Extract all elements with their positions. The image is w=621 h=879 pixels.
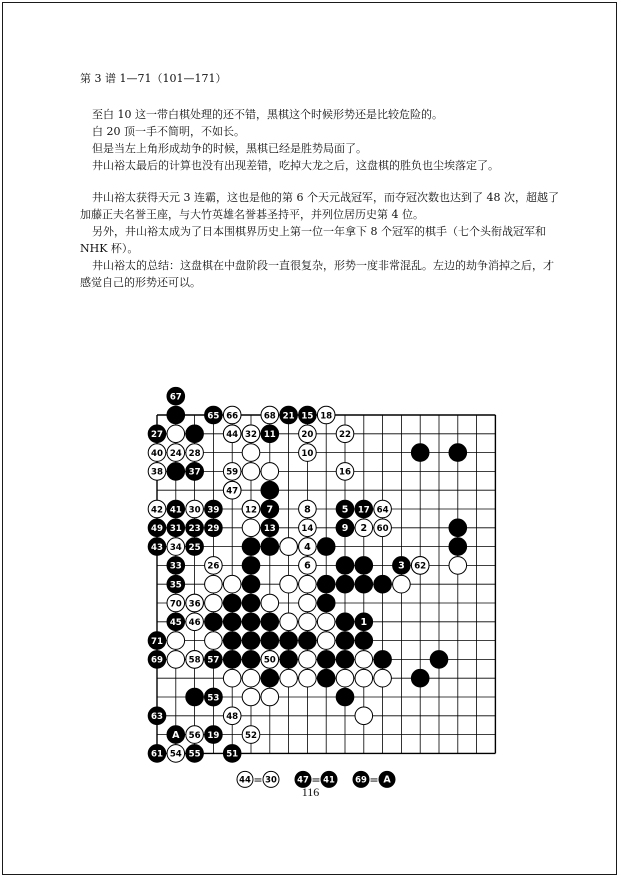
move-number: 17 bbox=[357, 505, 370, 516]
white-stone bbox=[261, 651, 279, 669]
white-stone bbox=[186, 500, 204, 518]
move-number: 46 bbox=[188, 618, 201, 629]
move-number: 7 bbox=[266, 504, 274, 516]
go-board-figure bbox=[120, 380, 520, 800]
move-number: 48 bbox=[226, 712, 239, 723]
white-stone bbox=[223, 406, 241, 424]
black-stone bbox=[148, 745, 166, 763]
equals-sign: = bbox=[253, 773, 263, 787]
comment-line: 但是当左上角形成劫争的时候，黑棋已经是胜势局面了。 bbox=[92, 142, 367, 155]
move-number: 58 bbox=[188, 655, 201, 666]
white-stone bbox=[205, 557, 223, 575]
black-stone bbox=[411, 669, 429, 687]
black-stone bbox=[167, 613, 185, 631]
black-stone bbox=[355, 575, 373, 593]
summary-paragraph: 另外，井山裕太成为了日本围棋界历史上第一位一年拿下 8 个冠军的棋手（七个头衔战冠军和 NHK 杯）。 bbox=[80, 225, 546, 255]
black-stone bbox=[280, 406, 298, 424]
black-stone bbox=[205, 651, 223, 669]
white-stone bbox=[317, 406, 335, 424]
black-stone bbox=[261, 632, 279, 650]
move-number: 32 bbox=[245, 430, 257, 441]
white-stone bbox=[242, 425, 260, 443]
move-number: 21 bbox=[282, 411, 295, 422]
move-number: 36 bbox=[188, 599, 201, 610]
black-stone bbox=[148, 707, 166, 725]
white-stone bbox=[299, 538, 317, 556]
black-stone bbox=[223, 745, 241, 763]
white-stone bbox=[299, 519, 317, 537]
black-stone bbox=[186, 538, 204, 556]
black-stone bbox=[299, 632, 317, 650]
black-stone bbox=[148, 632, 166, 650]
white-stone bbox=[374, 669, 392, 687]
move-number: 12 bbox=[245, 505, 257, 516]
move-number: 10 bbox=[301, 448, 314, 459]
summary-paragraph: 井山裕太的总结：这盘棋在中盘阶段一直很复杂，形势一度非常混乱。左边的劫争消掉之后，才感觉自己的形势还可以。 bbox=[80, 259, 554, 289]
black-stone bbox=[317, 538, 335, 556]
black-stone bbox=[449, 444, 467, 462]
page-number: 116 bbox=[301, 785, 320, 799]
black-stone bbox=[336, 500, 354, 518]
white-stone bbox=[242, 669, 260, 687]
black-stone bbox=[205, 726, 223, 744]
move-number: 54 bbox=[169, 749, 182, 760]
white-stone bbox=[242, 444, 260, 462]
move-number: 59 bbox=[226, 467, 239, 478]
white-stone bbox=[186, 444, 204, 462]
white-stone bbox=[148, 500, 166, 518]
white-stone bbox=[299, 613, 317, 631]
move-number: 1 bbox=[360, 617, 368, 629]
black-stone bbox=[242, 538, 260, 556]
white-stone bbox=[336, 669, 354, 687]
black-stone bbox=[336, 688, 354, 706]
move-number: 22 bbox=[339, 430, 351, 441]
move-number: 34 bbox=[169, 542, 182, 553]
white-stone bbox=[299, 425, 317, 443]
black-stone bbox=[167, 406, 185, 424]
comment-line: 白 20 顶一手不简明，不如长。 bbox=[92, 125, 245, 138]
equals-sign: = bbox=[311, 773, 321, 787]
white-stone bbox=[336, 463, 354, 481]
move-number: 47 bbox=[226, 486, 239, 497]
black-stone bbox=[261, 519, 279, 537]
black-stone bbox=[186, 425, 204, 443]
go-board bbox=[120, 380, 520, 800]
black-stone bbox=[393, 557, 411, 575]
black-stone bbox=[336, 575, 354, 593]
white-stone bbox=[167, 632, 185, 650]
white-stone bbox=[242, 519, 260, 537]
white-stone bbox=[317, 632, 335, 650]
white-stone bbox=[223, 575, 241, 593]
white-stone bbox=[186, 726, 204, 744]
record-heading bbox=[80, 70, 560, 87]
black-stone bbox=[261, 481, 279, 499]
move-number: 50 bbox=[263, 655, 276, 666]
black-stone bbox=[242, 575, 260, 593]
black-stone bbox=[317, 651, 335, 669]
white-stone bbox=[167, 444, 185, 462]
white-stone bbox=[186, 613, 204, 631]
black-stone bbox=[167, 575, 185, 593]
black-stone bbox=[148, 538, 166, 556]
black-stone bbox=[336, 613, 354, 631]
move-number: 26 bbox=[207, 561, 220, 572]
white-stone bbox=[148, 463, 166, 481]
white-stone bbox=[299, 575, 317, 593]
move-number: 23 bbox=[188, 524, 201, 535]
move-number: 27 bbox=[151, 430, 163, 441]
black-stone bbox=[223, 651, 241, 669]
black-stone bbox=[336, 651, 354, 669]
black-stone bbox=[449, 538, 467, 556]
black-stone bbox=[299, 406, 317, 424]
black-stone bbox=[223, 613, 241, 631]
white-stone bbox=[355, 651, 373, 669]
black-stone bbox=[186, 463, 204, 481]
white-stone bbox=[374, 519, 392, 537]
black-stone bbox=[167, 519, 185, 537]
white-stone bbox=[167, 745, 185, 763]
white-stone bbox=[167, 651, 185, 669]
black-stone bbox=[280, 651, 298, 669]
black-stone bbox=[355, 500, 373, 518]
move-number: A bbox=[383, 774, 391, 786]
black-stone bbox=[336, 519, 354, 537]
white-stone bbox=[205, 594, 223, 612]
black-stone bbox=[336, 557, 354, 575]
move-number: 63 bbox=[151, 712, 163, 723]
black-stone bbox=[186, 745, 204, 763]
black-stone bbox=[261, 538, 279, 556]
move-number: 66 bbox=[226, 411, 239, 422]
move-number: 41 bbox=[323, 774, 335, 785]
move-number: 13 bbox=[263, 524, 276, 535]
black-stone bbox=[261, 669, 279, 687]
move-number: 5 bbox=[341, 504, 349, 516]
white-stone bbox=[449, 557, 467, 575]
white-stone bbox=[374, 500, 392, 518]
move-number: 6 bbox=[304, 560, 311, 572]
move-number: A bbox=[172, 729, 180, 741]
move-number: 70 bbox=[169, 599, 182, 610]
white-stone bbox=[261, 594, 279, 612]
white-stone bbox=[393, 575, 411, 593]
white-stone bbox=[223, 669, 241, 687]
move-number: 35 bbox=[169, 580, 182, 591]
white-stone bbox=[299, 557, 317, 575]
black-stone bbox=[167, 726, 185, 744]
black-stone bbox=[242, 594, 260, 612]
move-number: 33 bbox=[169, 561, 182, 572]
black-stone bbox=[280, 632, 298, 650]
white-stone bbox=[167, 425, 185, 443]
white-stone bbox=[280, 669, 298, 687]
move-number: 52 bbox=[245, 730, 257, 741]
move-number: 51 bbox=[226, 749, 239, 760]
black-stone bbox=[261, 425, 279, 443]
move-number: 44 bbox=[226, 430, 239, 441]
move-number: 64 bbox=[376, 505, 389, 516]
white-stone bbox=[355, 707, 373, 725]
black-stone bbox=[186, 688, 204, 706]
white-stone bbox=[299, 669, 317, 687]
move-number: 44 bbox=[239, 774, 251, 785]
black-stone bbox=[148, 425, 166, 443]
move-number: 9 bbox=[341, 523, 349, 535]
move-number: 53 bbox=[207, 693, 220, 704]
move-number: 29 bbox=[207, 524, 220, 535]
white-stone bbox=[167, 538, 185, 556]
black-stone bbox=[355, 632, 373, 650]
white-stone bbox=[223, 481, 241, 499]
commentary bbox=[80, 106, 560, 174]
move-number: 39 bbox=[207, 505, 220, 516]
white-stone bbox=[280, 538, 298, 556]
white-stone bbox=[223, 707, 241, 725]
black-stone bbox=[374, 575, 392, 593]
white-stone bbox=[317, 613, 335, 631]
move-number: 69 bbox=[355, 774, 367, 785]
black-stone bbox=[449, 519, 467, 537]
move-number: 25 bbox=[188, 542, 201, 553]
move-number: 18 bbox=[320, 411, 333, 422]
white-stone bbox=[223, 425, 241, 443]
equals-sign: = bbox=[369, 773, 379, 787]
move-number: 2 bbox=[360, 523, 368, 535]
black-stone bbox=[223, 594, 241, 612]
move-number: 28 bbox=[188, 448, 201, 459]
move-number: 43 bbox=[151, 542, 163, 553]
black-stone bbox=[205, 519, 223, 537]
summary-paragraph: 井山裕太获得天元 3 连霸，这也是他的第 6 个天元战冠军，而夺冠次数也达到了 48 次，超越了加藤正夫名誉王座，与大竹英雄名誉碁圣持平，并列位居历史第 4 位。 bbox=[80, 191, 559, 221]
move-number: 8 bbox=[304, 504, 311, 516]
move-number: 61 bbox=[151, 749, 163, 760]
white-stone bbox=[261, 463, 279, 481]
white-stone bbox=[261, 406, 279, 424]
black-stone bbox=[205, 500, 223, 518]
move-number: 57 bbox=[207, 655, 220, 666]
comment-line: 井山裕太最后的计算也没有出现差错，吃掉大龙之后，这盘棋的胜负也尘埃落定了。 bbox=[92, 159, 499, 172]
black-stone bbox=[317, 594, 335, 612]
white-stone bbox=[280, 575, 298, 593]
move-number: 31 bbox=[169, 524, 182, 535]
move-number: 15 bbox=[301, 411, 314, 422]
move-number: 4 bbox=[304, 541, 311, 553]
move-number: 56 bbox=[188, 730, 201, 741]
record-title: 第 3 谱 1—71（101—171） bbox=[80, 72, 227, 85]
white-stone bbox=[411, 557, 429, 575]
move-number: 69 bbox=[151, 655, 163, 666]
move-number: 40 bbox=[151, 448, 163, 459]
move-number: 47 bbox=[297, 774, 309, 785]
move-number: 30 bbox=[265, 774, 277, 785]
white-stone bbox=[186, 594, 204, 612]
move-number: 3 bbox=[398, 560, 405, 572]
black-stone bbox=[186, 519, 204, 537]
black-stone bbox=[317, 575, 335, 593]
white-stone bbox=[205, 575, 223, 593]
black-stone bbox=[223, 632, 241, 650]
black-stone bbox=[242, 632, 260, 650]
white-stone bbox=[299, 651, 317, 669]
black-stone bbox=[411, 444, 429, 462]
black-stone bbox=[430, 651, 448, 669]
white-stone bbox=[280, 613, 298, 631]
move-number: 55 bbox=[188, 749, 201, 760]
black-stone bbox=[355, 613, 373, 631]
move-number: 45 bbox=[169, 618, 182, 629]
black-stone bbox=[261, 613, 279, 631]
black-stone bbox=[148, 519, 166, 537]
move-number: 20 bbox=[301, 430, 314, 441]
move-number: 30 bbox=[188, 505, 201, 516]
black-stone bbox=[242, 613, 260, 631]
white-stone bbox=[242, 500, 260, 518]
move-number: 38 bbox=[151, 467, 163, 478]
black-stone bbox=[167, 463, 185, 481]
black-stone bbox=[167, 557, 185, 575]
move-number: 68 bbox=[263, 411, 276, 422]
move-number: 19 bbox=[207, 730, 220, 741]
white-stone bbox=[167, 594, 185, 612]
white-stone bbox=[242, 688, 260, 706]
move-number: 60 bbox=[376, 524, 389, 535]
move-number: 49 bbox=[151, 524, 163, 535]
white-stone bbox=[261, 688, 279, 706]
black-stone bbox=[242, 557, 260, 575]
white-stone bbox=[242, 726, 260, 744]
move-number: 37 bbox=[188, 467, 201, 478]
white-stone bbox=[148, 444, 166, 462]
move-number: 65 bbox=[207, 411, 220, 422]
black-stone bbox=[374, 651, 392, 669]
white-stone bbox=[299, 594, 317, 612]
comment-line: 至白 10 这一带白棋处理的还不错，黑棋这个时候形势还是比较危险的。 bbox=[92, 108, 443, 121]
white-stone bbox=[336, 425, 354, 443]
summary-text bbox=[80, 189, 560, 291]
black-stone bbox=[167, 500, 185, 518]
move-number: 67 bbox=[169, 392, 182, 403]
white-stone bbox=[299, 444, 317, 462]
white-stone bbox=[242, 463, 260, 481]
move-number: 11 bbox=[263, 430, 276, 441]
move-number: 62 bbox=[414, 561, 427, 572]
white-stone bbox=[223, 463, 241, 481]
move-number: 16 bbox=[339, 467, 351, 478]
black-stone bbox=[167, 387, 185, 405]
black-stone bbox=[261, 500, 279, 518]
move-number: 41 bbox=[169, 505, 182, 516]
white-stone bbox=[205, 632, 223, 650]
white-stone bbox=[299, 500, 317, 518]
black-stone bbox=[205, 613, 223, 631]
black-stone bbox=[205, 688, 223, 706]
black-stone bbox=[148, 651, 166, 669]
move-number: 71 bbox=[151, 636, 163, 647]
white-stone bbox=[355, 519, 373, 537]
move-number: 14 bbox=[301, 524, 314, 535]
move-number: 24 bbox=[169, 448, 182, 459]
white-stone bbox=[355, 669, 373, 687]
black-stone bbox=[336, 632, 354, 650]
white-stone bbox=[186, 651, 204, 669]
black-stone bbox=[242, 651, 260, 669]
move-number: 42 bbox=[151, 505, 163, 516]
black-stone bbox=[355, 557, 373, 575]
black-stone bbox=[317, 669, 335, 687]
black-stone bbox=[205, 406, 223, 424]
